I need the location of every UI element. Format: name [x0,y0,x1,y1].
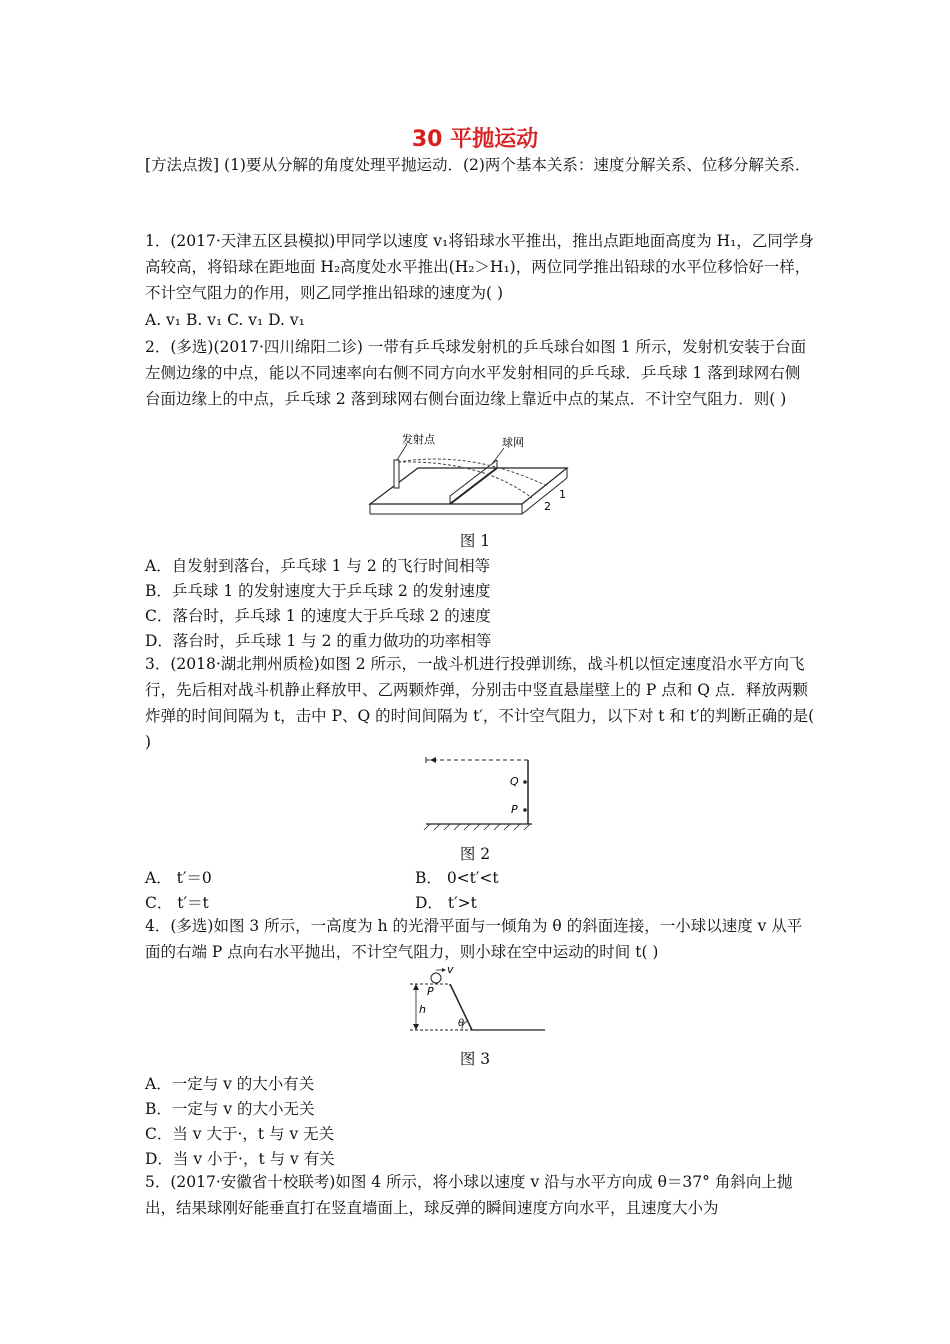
method-tip: [方法点拨] (1)要从分解的角度处理平抛运动．(2)两个基本关系：速度分解关系、位移分解关系． [145,156,811,174]
fig2-p-label: P [511,803,518,816]
figure-1-table [362,432,592,522]
question-5-stem: 5．(2017·安徽省十校联考)如图 4 所示，将小球以速度 v 沿与水平方向成 θ＝37° 角斜向上抛出，结果球刚好能垂直打在竖直墙面上，球反弹的瞬间速度方向水平，且速度大小为 [145,1173,793,1217]
figure-2-cliff [420,752,540,832]
fig3-v-label: v [447,964,454,976]
fig2-q-label: Q [510,775,519,788]
fig3-h-label: h [419,1003,426,1016]
question-3-option-b: B． 0<t′<t [415,869,499,887]
fig3-theta-label: θ [458,1018,465,1029]
question-3-stem: 3．(2018·湖北荆州质检)如图 2 所示，一战斗机进行投弹训练，战斗机以恒定速度沿水平方向飞行，先后相对战斗机静止释放甲、乙两颗炸弹，分别击中竖直悬崖壁上的 P 点和 Q 点．释放两颗炸弹的时间间隔为 t，击中 P、Q 的时间间隔为 t′，不计空气阻力，以下对 t 和 t′的判断正确的是( ) [145,655,815,751]
figure-3-incline [400,964,550,1036]
fig1-launch-label: 发射点 [402,433,435,446]
question-3-option-a: A． t′＝0 [145,869,212,887]
figure-2-caption: 图 2 [459,845,491,863]
question-4-option-b: B．一定与 v 的大小无关 [145,1100,315,1118]
question-2-option-a: A．自发射到落台，乒乓球 1 与 2 的飞行时间相等 [145,557,491,575]
figure-1-caption: 图 1 [459,532,491,550]
question-2-option-d: D．落台时，乒乓球 1 与 2 的重力做功的功率相等 [145,632,492,650]
question-2-option-c: C．落台时，乒乓球 1 的速度大于乒乓球 2 的速度 [145,607,491,625]
question-4-option-a: A．一定与 v 的大小有关 [145,1075,315,1093]
figure-3-caption: 图 3 [459,1050,491,1068]
fig3-p-label: P [427,985,434,998]
question-1-stem: 1．(2017·天津五区县模拟)甲同学以速度 v₁将铅球水平推出，推出点距地面高度为 H₁，乙同学身高较高，将铅球在距地面 H₂高度处水平推出(H₂＞H₁)，两位同学推出铅球的水平位移恰好一样，不计空气阻力的作用，则乙同学推出铅球的速度为( ) [145,232,814,302]
fig1-ball-2-label: 2 [544,500,551,513]
question-4-option-c: C．当 v 大于·，t 与 v 无关 [145,1125,335,1143]
question-4-option-d: D．当 v 小于·，t 与 v 有关 [145,1150,335,1168]
question-3-option-d: D． t′>t [415,894,477,912]
question-1-options: A. v₁ B. v₁ C. v₁ D. v₁ [145,311,305,329]
question-4-stem: 4．(多选)如图 3 所示，一高度为 h 的光滑平面与一倾角为 θ 的斜面连接，一小球以速度 v 从平面的右端 P 点向右水平抛出，不计空气阻力，则小球在空中运动的时间 t( ) [145,917,803,961]
page-title: 30 平抛运动 [411,127,539,152]
fig1-ball-1-label: 1 [559,488,566,501]
question-3-option-c: C． t′＝t [145,894,209,912]
fig1-net-label: 球网 [502,436,524,449]
question-2-option-b: B．乒乓球 1 的发射速度大于乒乓球 2 的发射速度 [145,582,491,600]
question-2-stem: 2．(多选)(2017·四川绵阳二诊) 一带有乒乓球发射机的乒乓球台如图 1 所示，发射机安装于台面左侧边缘的中点，能以不同速率向右侧不同方向水平发射相同的乒乓球．乒乓球 1 落到球网右侧台面边缘上的中点，乒乓球 2 落到球网右侧台面边缘上靠近中点的某点．不计空气阻力．则( ) [145,338,807,408]
